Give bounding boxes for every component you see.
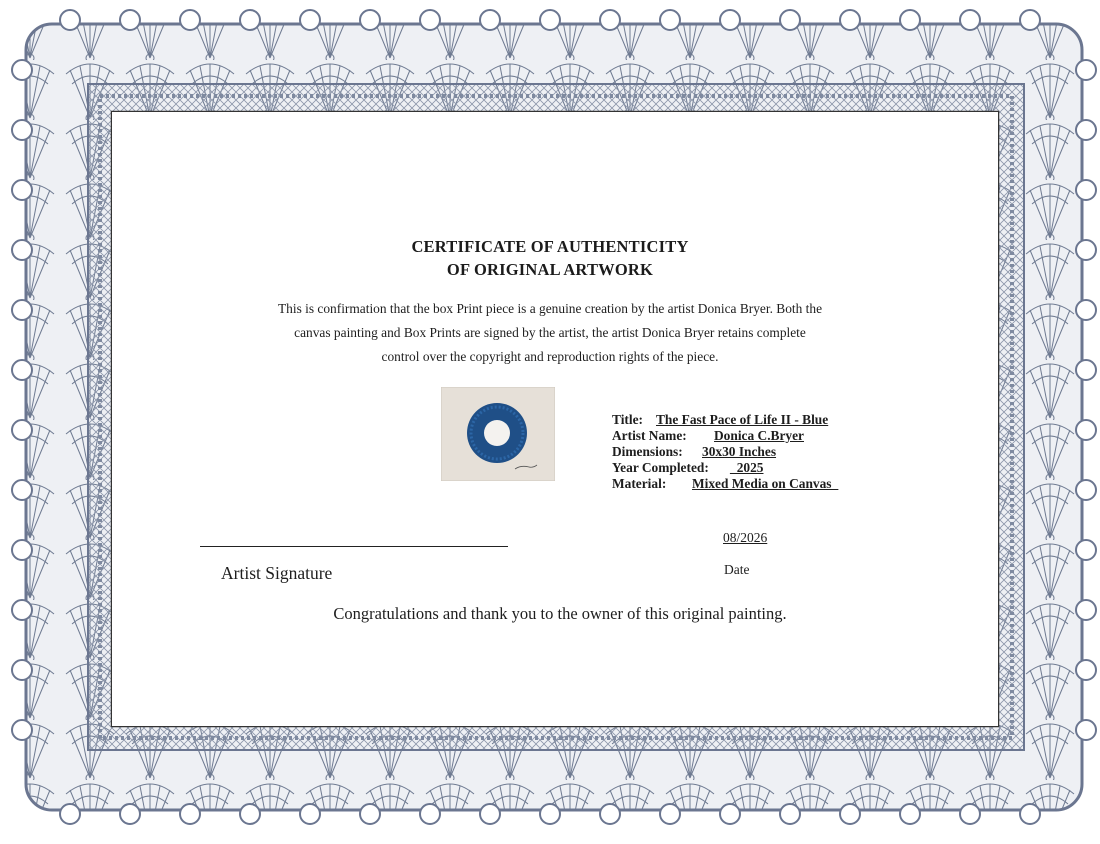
artwork-details [612, 412, 838, 492]
border-scallop [960, 10, 980, 30]
certificate-subtitle: OF ORIGINAL ARTWORK [446, 260, 654, 279]
certificate-title: CERTIFICATE OF AUTHENTICITY [411, 237, 689, 256]
border-scallop [60, 10, 80, 30]
border-scallop [780, 10, 800, 30]
border-scallop [480, 804, 500, 824]
title-value: The Fast Pace of Life II - Blue [656, 412, 829, 427]
border-scallop [12, 720, 32, 740]
border-scallop [660, 10, 680, 30]
border-scallop [540, 804, 560, 824]
border-scallop [600, 804, 620, 824]
border-scallop [780, 804, 800, 824]
border-scallop [60, 804, 80, 824]
border-scallop [900, 10, 920, 30]
border-scallop [300, 10, 320, 30]
border-scallop [12, 180, 32, 200]
border-scallop [1076, 540, 1096, 560]
border-scallop [180, 804, 200, 824]
border-scallop [360, 804, 380, 824]
border-scallop [12, 60, 32, 80]
signature-line [200, 546, 508, 547]
artist-value: Donica C.Bryer [714, 428, 804, 443]
border-scallop [300, 804, 320, 824]
border-scallop [240, 10, 260, 30]
border-scallop [240, 804, 260, 824]
year-label: Year Completed: [612, 460, 709, 475]
date-label: Date [724, 562, 750, 577]
border-scallop [480, 10, 500, 30]
border-scallop [12, 540, 32, 560]
border-scallop [600, 10, 620, 30]
border-scallop [120, 804, 140, 824]
artist-row [612, 428, 838, 444]
border-scallop [840, 10, 860, 30]
border-scallop [720, 804, 740, 824]
border-scallop [1076, 180, 1096, 200]
border-scallop [720, 10, 740, 30]
border-scallop [180, 10, 200, 30]
border-scallop [1076, 660, 1096, 680]
border-scallop [1076, 480, 1096, 500]
border-scallop [12, 480, 32, 500]
title-label: Title: [612, 412, 643, 427]
border-scallop [420, 10, 440, 30]
border-scallop [12, 420, 32, 440]
border-scallop [540, 10, 560, 30]
border-scallop [840, 804, 860, 824]
border-scallop [1020, 804, 1040, 824]
border-scallop [12, 120, 32, 140]
year-value: _2025 [730, 460, 764, 475]
border-scallop [900, 804, 920, 824]
certificate-panel [112, 112, 998, 726]
date-value: 08/2026 [723, 530, 768, 545]
border-scallop [360, 10, 380, 30]
border-scallop [12, 660, 32, 680]
border-scallop [120, 10, 140, 30]
body-text-line-3: control over the copyright and reproduction rights of the piece. [381, 349, 719, 364]
border-scallop [660, 804, 680, 824]
body-text-line-1: This is confirmation that the box Print piece is a genuine creation by the artist Donica Bryer. Both the [277, 301, 823, 316]
closing-message: Congratulations and thank you to the owner of this original painting. [333, 604, 787, 623]
artist-label: Artist Name: [612, 428, 687, 443]
border-scallop [1020, 10, 1040, 30]
signature-label: Artist Signature [221, 563, 333, 583]
border-scallop [1076, 60, 1096, 80]
border-scallop [960, 804, 980, 824]
border-scallop [1076, 420, 1096, 440]
dimensions-label: Dimensions: [612, 444, 683, 459]
year-row [612, 460, 838, 476]
dimensions-row [612, 444, 838, 460]
body-text-line-2: canvas painting and Box Prints are signed by the artist, the artist Donica Bryer retains complete [294, 325, 806, 340]
border-scallop [1076, 720, 1096, 740]
artwork-thumbnail [441, 387, 555, 481]
border-scallop [1076, 120, 1096, 140]
dimensions-value: 30x30 Inches [702, 444, 777, 459]
material-label: Material: [612, 476, 667, 491]
title-row [612, 412, 838, 428]
material-value: Mixed Media on Canvas_ [692, 476, 839, 491]
border-scallop [420, 804, 440, 824]
material-row [612, 476, 838, 492]
